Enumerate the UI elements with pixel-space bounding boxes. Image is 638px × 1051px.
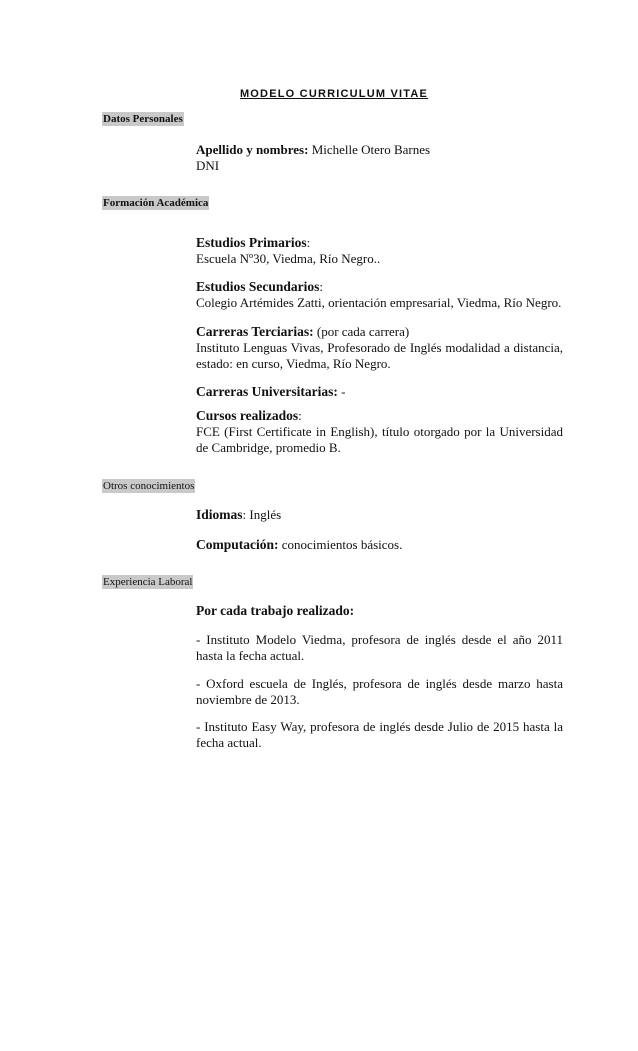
job-item: - Instituto Easy Way, profesora de inglés desde Julio de 2015 hasta la fecha actual. <box>196 719 563 750</box>
work-heading-block <box>196 603 563 619</box>
section-label-academic: Formación Académica <box>103 197 209 209</box>
primary-value: Escuela Nº30, Viedma, Río Negro.. <box>196 251 381 266</box>
university-label: Carreras Universitarias: <box>196 384 338 399</box>
university-value: - <box>337 384 346 399</box>
computing-value: conocimientos básicos. <box>278 537 403 552</box>
section-label-other: Otros conocimientos <box>103 480 195 492</box>
personal-block <box>196 142 563 174</box>
secondary-block: Estudios Secundarios: Colegio Artémides Zatti, orientación empresarial, Viedma, Río Negro. <box>196 279 562 310</box>
secondary-value: Colegio Artémides Zatti, orientación empresarial, Viedma, Río Negro. <box>196 295 562 310</box>
section-label-work: Experiencia Laboral <box>103 576 193 588</box>
languages-label: Idiomas <box>196 507 243 522</box>
job-item: - Oxford escuela de Inglés, profesora de inglés desde marzo hasta noviembre de 2013. <box>196 676 563 707</box>
name-value: Michelle Otero Barnes <box>308 142 431 157</box>
primary-label: Estudios Primarios <box>196 235 307 250</box>
courses-block: Cursos realizados: FCE (First Certificate in English), título otorgado por la Universidad de Cambridge, promedio B. <box>196 408 563 455</box>
tertiary-value: Instituto Lenguas Vivas, Profesorado de Inglés modalidad a distancia, estado: en curso, Viedma, Río Negro. <box>196 340 563 371</box>
section-label-personal: Datos Personales <box>103 113 183 125</box>
tertiary-label: Carreras Terciarias: <box>196 324 314 339</box>
courses-label: Cursos realizados <box>196 408 299 423</box>
dni-line: DNI <box>196 158 220 173</box>
document-title: MODELO CURRICULUM VITAE <box>239 88 429 100</box>
secondary-label: Estudios Secundarios <box>196 279 320 294</box>
languages-block <box>196 507 563 523</box>
computing-label: Computación: <box>196 537 279 552</box>
name-label: Apellido y nombres: <box>196 142 309 157</box>
name-line <box>196 142 563 158</box>
courses-value: FCE (First Certificate in English), título otorgado por la Universidad de Cambridge, promedio B. <box>196 424 563 455</box>
tertiary-note: (por cada carrera) <box>313 324 410 339</box>
job-item: - Instituto Modelo Viedma, profesora de inglés desde el año 2011 hasta la fecha actual. <box>196 632 563 663</box>
tertiary-block <box>196 324 563 372</box>
primary-block: Estudios Primarios: Escuela Nº30, Viedma, Río Negro.. <box>196 235 563 267</box>
computing-block <box>196 537 563 553</box>
work-heading: Por cada trabajo realizado: <box>196 603 355 618</box>
university-block <box>196 384 563 400</box>
languages-value: : Inglés <box>242 507 282 522</box>
